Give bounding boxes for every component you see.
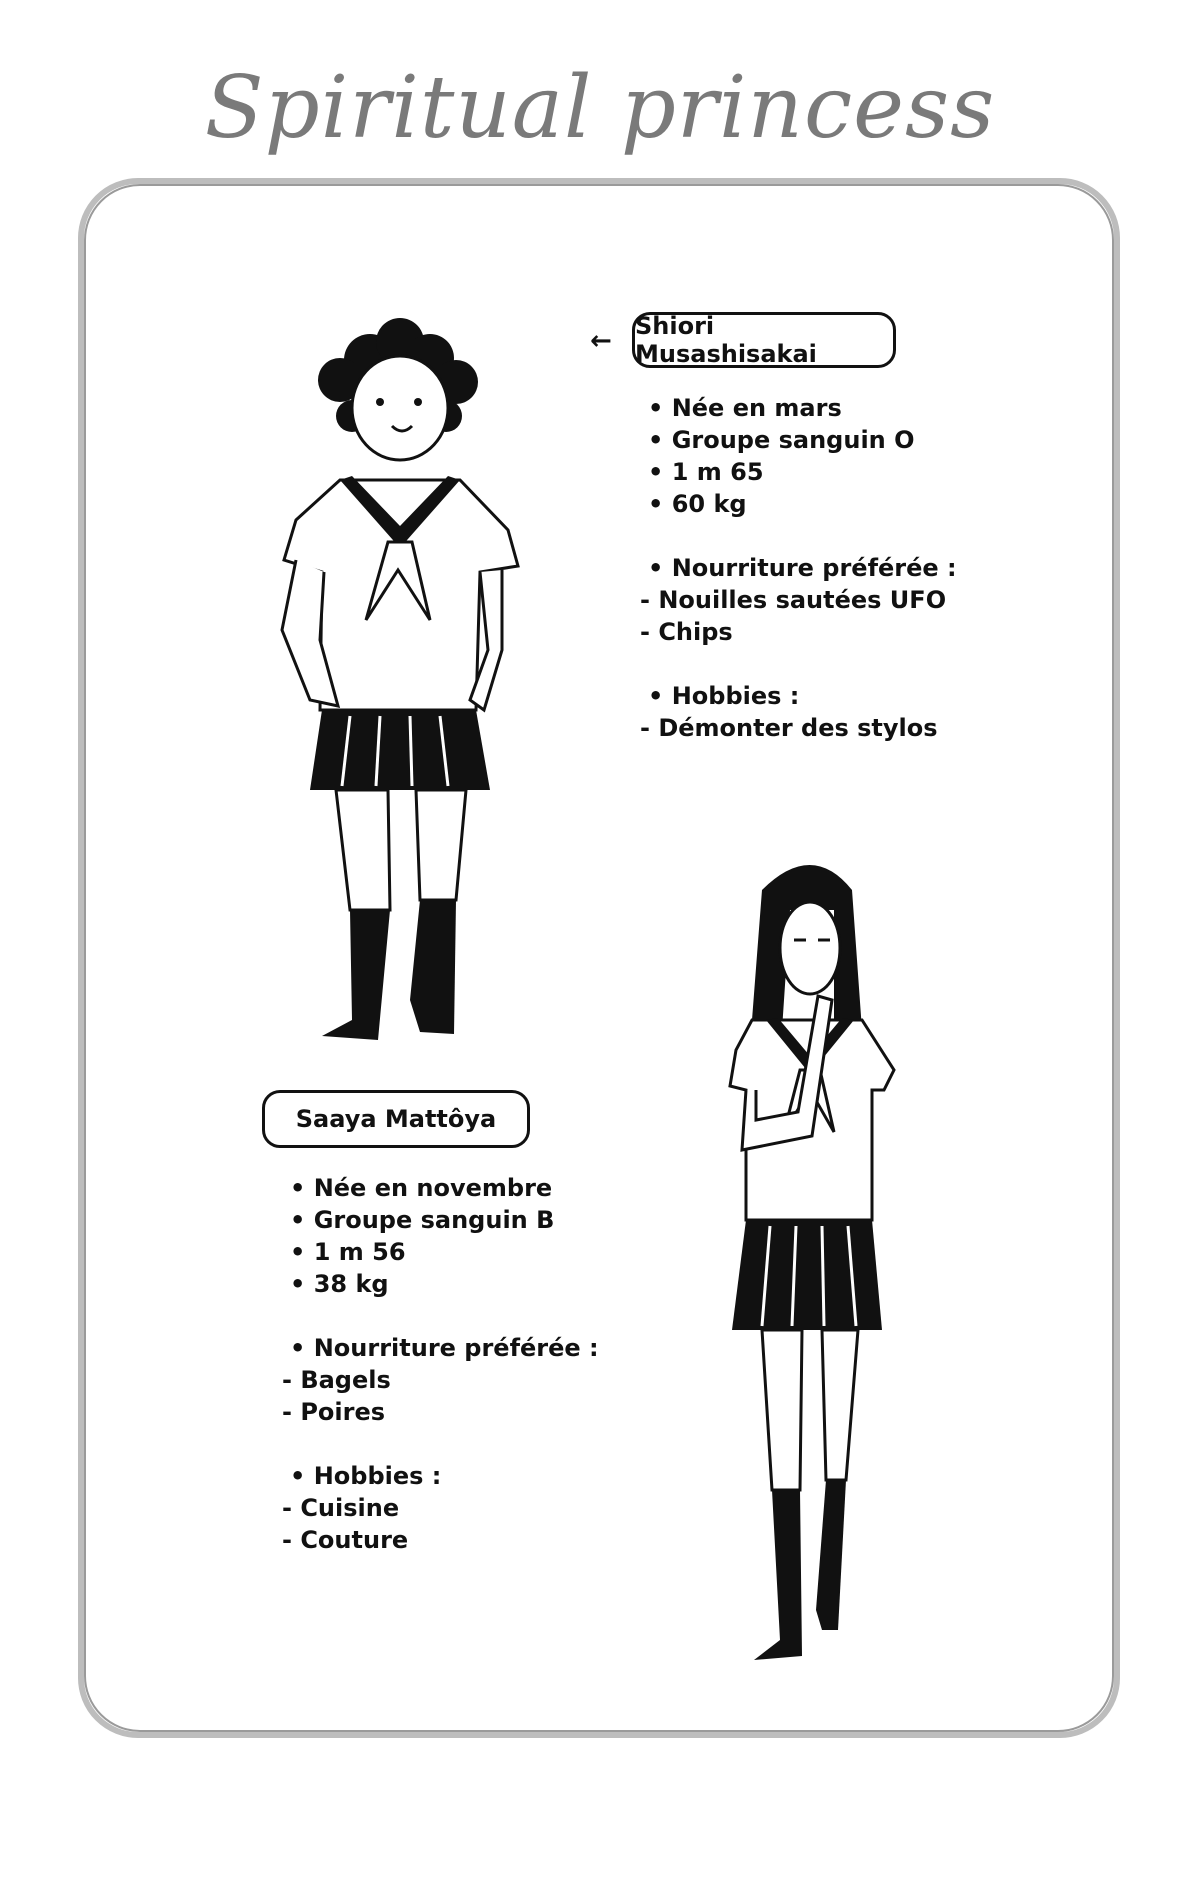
shiori-food-heading: • Nourriture préférée : bbox=[648, 554, 957, 582]
saaya-food-1: - Bagels bbox=[282, 1366, 391, 1394]
shiori-hobby-1: - Démonter des stylos bbox=[640, 714, 938, 742]
page-title: Spiritual princess bbox=[204, 58, 996, 158]
arrow-left-icon: ← bbox=[590, 326, 612, 356]
shiori-food-2: - Chips bbox=[640, 618, 733, 646]
shiori-illustration bbox=[270, 320, 540, 1060]
saaya-name-badge bbox=[262, 1090, 530, 1148]
saaya-food-2: - Poires bbox=[282, 1398, 386, 1426]
saaya-hobbies-heading: • Hobbies : bbox=[290, 1462, 442, 1490]
saaya-hobby-2: - Couture bbox=[282, 1526, 409, 1554]
page-frame-inner bbox=[84, 184, 1114, 1732]
shiori-height: • 1 m 65 bbox=[648, 458, 764, 486]
saaya-weight: • 38 kg bbox=[290, 1270, 389, 1298]
saaya-profile bbox=[282, 1172, 599, 1556]
saaya-birth: • Née en novembre bbox=[290, 1174, 553, 1202]
saaya-illustration bbox=[722, 850, 912, 1680]
saaya-hobby-1: - Cuisine bbox=[282, 1494, 400, 1522]
saaya-height: • 1 m 56 bbox=[290, 1238, 406, 1266]
shiori-name-badge bbox=[632, 312, 896, 368]
saaya-food-heading: • Nourriture préférée : bbox=[290, 1334, 599, 1362]
shiori-hobbies-heading: • Hobbies : bbox=[648, 682, 800, 710]
shiori-name: Shiori Musashisakai bbox=[635, 312, 817, 368]
shiori-weight: • 60 kg bbox=[648, 490, 747, 518]
saaya-name: Saaya Mattôya bbox=[295, 1105, 497, 1133]
shiori-food-1: - Nouilles sautées UFO bbox=[640, 586, 947, 614]
shiori-profile bbox=[640, 392, 957, 744]
saaya-blood-type: • Groupe sanguin B bbox=[290, 1206, 555, 1234]
shiori-birth: • Née en mars bbox=[648, 394, 842, 422]
shiori-blood-type: • Groupe sanguin O bbox=[648, 426, 915, 454]
